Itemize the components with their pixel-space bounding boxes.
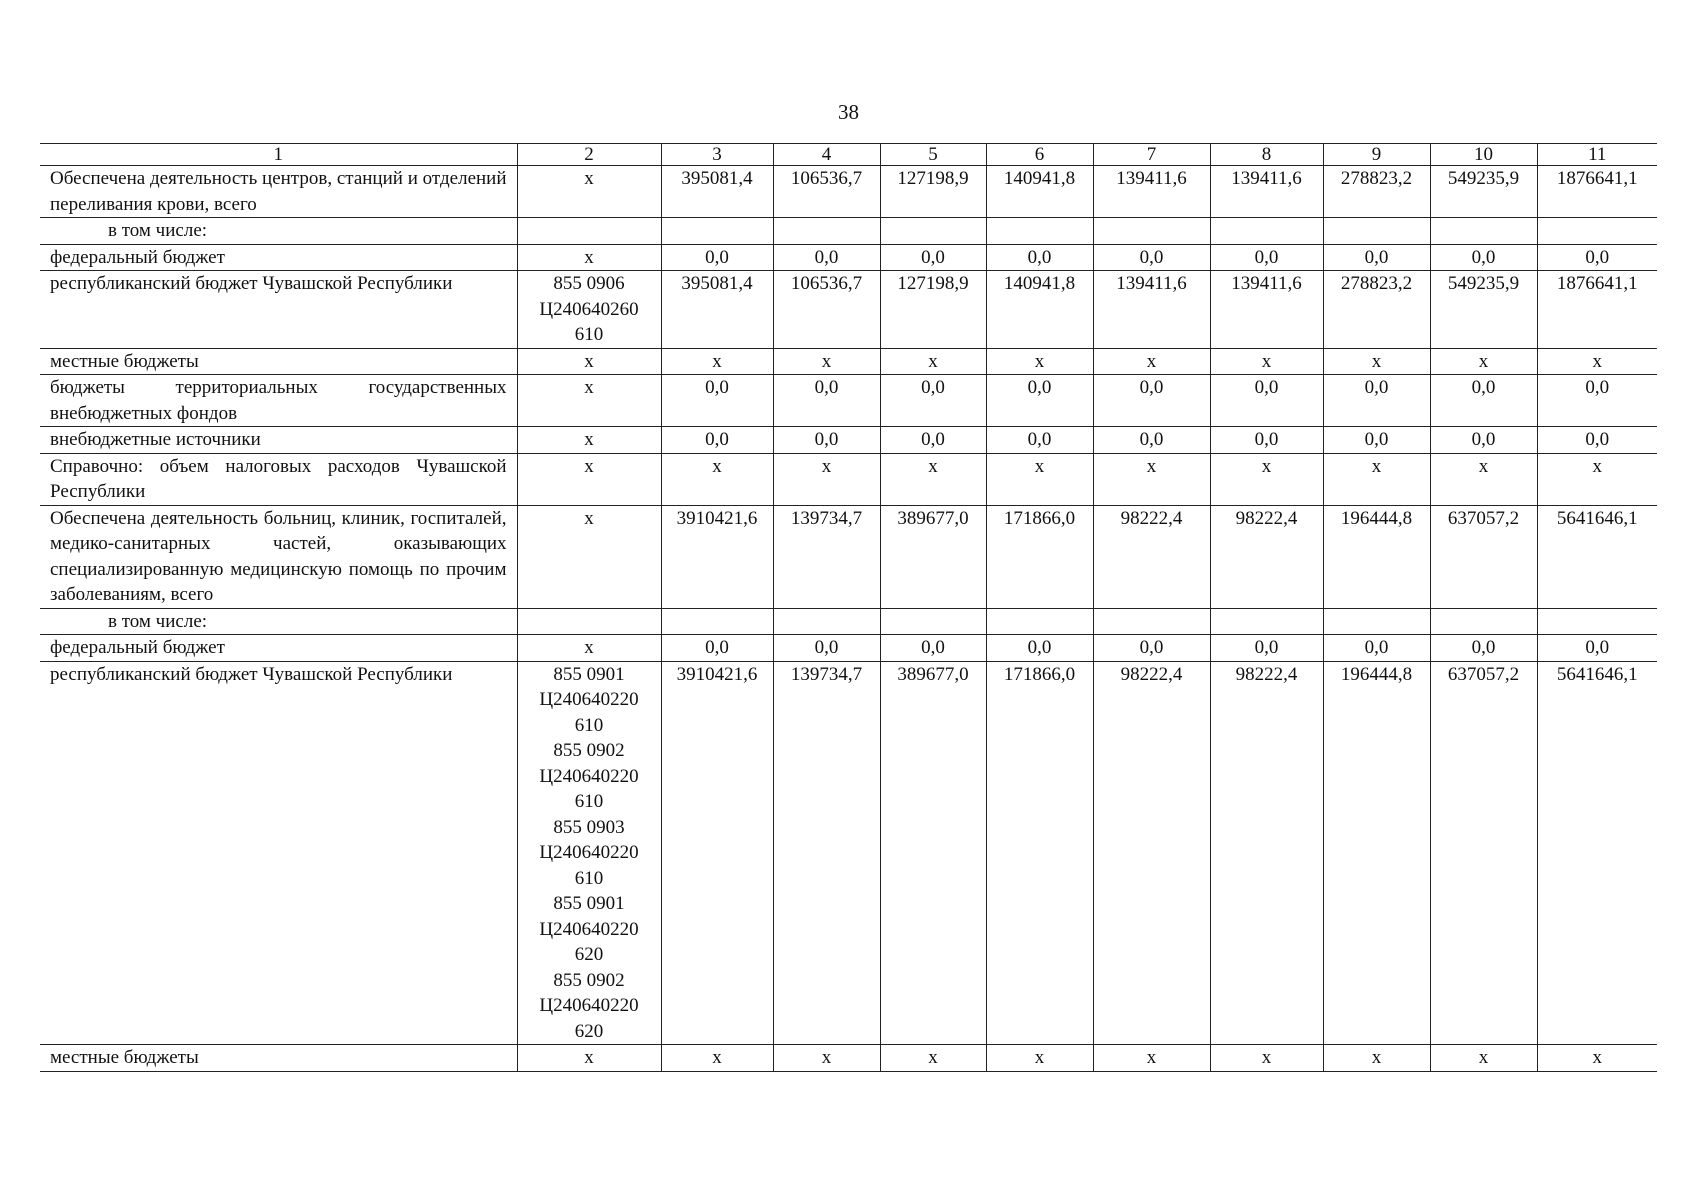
- year-value-cell: 0,0: [661, 635, 773, 662]
- budget-classification-code: [517, 505, 661, 608]
- year-value-cell: 1876641,1: [1537, 166, 1657, 218]
- row-label: федеральный бюджет: [40, 244, 517, 271]
- year-value-cell: x: [1537, 348, 1657, 375]
- budget-classification-code: [517, 218, 661, 245]
- year-value-cell: x: [986, 1045, 1093, 1072]
- year-value-cell: 139734,7: [773, 505, 880, 608]
- year-value-cell: 5641646,1: [1537, 505, 1657, 608]
- year-value-cell: 196444,8: [1323, 505, 1430, 608]
- year-value-cell: 0,0: [1430, 427, 1537, 454]
- year-value-cell: x: [1323, 1045, 1430, 1072]
- budget-classification-code: [517, 348, 661, 375]
- year-value-cell: 0,0: [773, 635, 880, 662]
- year-value-cell: 98222,4: [1210, 661, 1323, 1045]
- code-line: 610: [574, 867, 604, 889]
- year-value-cell: 171866,0: [986, 505, 1093, 608]
- table-row: [40, 271, 1657, 349]
- year-value-cell: 0,0: [1093, 244, 1210, 271]
- code-line: 855 0901: [553, 893, 625, 914]
- year-value-cell: [1323, 608, 1430, 635]
- row-label: местные бюджеты: [40, 1045, 517, 1072]
- year-value-cell: 0,0: [1537, 375, 1657, 427]
- table-row: [40, 348, 1657, 375]
- year-value-cell: [880, 608, 986, 635]
- year-value-cell: 637057,2: [1430, 661, 1537, 1045]
- row-label: республиканский бюджет Чувашской Республики: [40, 271, 517, 349]
- year-value-cell: x: [986, 453, 1093, 505]
- year-value-cell: x: [1537, 453, 1657, 505]
- year-value-cell: 0,0: [1093, 635, 1210, 662]
- column-number: 3: [661, 144, 773, 166]
- code-line: x: [584, 637, 594, 658]
- row-label: федеральный бюджет: [40, 635, 517, 662]
- row-label: местные бюджеты: [40, 348, 517, 375]
- year-value-cell: [1323, 218, 1430, 245]
- year-value-cell: 3910421,6: [661, 661, 773, 1045]
- budget-classification-code: [517, 166, 661, 218]
- page-number: 38: [838, 100, 859, 124]
- year-value-cell: 106536,7: [773, 166, 880, 218]
- column-number: 4: [773, 144, 880, 166]
- year-value-cell: 0,0: [1430, 244, 1537, 271]
- year-value-cell: [1430, 218, 1537, 245]
- column-number: 10: [1430, 144, 1537, 166]
- year-value-cell: 549235,9: [1430, 271, 1537, 349]
- table-row: [40, 375, 1657, 427]
- year-value-cell: x: [1210, 1045, 1323, 1072]
- code-line: 855 0903: [553, 816, 625, 838]
- year-value-cell: 106536,7: [773, 271, 880, 349]
- column-number: 2: [517, 144, 661, 166]
- year-value-cell: 0,0: [1210, 427, 1323, 454]
- year-value-cell: 0,0: [661, 427, 773, 454]
- year-value-cell: 0,0: [773, 244, 880, 271]
- year-value-cell: 1876641,1: [1537, 271, 1657, 349]
- year-value-cell: 0,0: [880, 375, 986, 427]
- year-value-cell: 0,0: [1210, 635, 1323, 662]
- year-value-cell: 389677,0: [880, 505, 986, 608]
- code-line: Ц240640220: [539, 689, 639, 710]
- year-value-cell: 0,0: [773, 427, 880, 454]
- year-value-cell: x: [661, 453, 773, 505]
- year-value-cell: x: [773, 1045, 880, 1072]
- year-value-cell: [1210, 608, 1323, 635]
- code-line: Ц240640220: [539, 995, 639, 1016]
- budget-classification-code: [517, 661, 661, 1045]
- row-label: республиканский бюджет Чувашской Республики: [40, 661, 517, 1045]
- column-number: 9: [1323, 144, 1430, 166]
- year-value-cell: 278823,2: [1323, 271, 1430, 349]
- year-value-cell: 139411,6: [1093, 166, 1210, 218]
- year-value-cell: [1093, 608, 1210, 635]
- code-line: x: [584, 1047, 594, 1068]
- year-value-cell: x: [880, 348, 986, 375]
- table-row: [40, 1045, 1657, 1072]
- column-number: 11: [1537, 144, 1657, 166]
- year-value-cell: 395081,4: [661, 271, 773, 349]
- year-value-cell: x: [773, 348, 880, 375]
- code-line: 855 0902: [553, 740, 625, 761]
- code-line: x: [584, 429, 594, 450]
- column-number: 5: [880, 144, 986, 166]
- year-value-cell: 0,0: [986, 635, 1093, 662]
- year-value-cell: x: [880, 1045, 986, 1072]
- year-value-cell: 139411,6: [1210, 271, 1323, 349]
- year-value-cell: x: [880, 453, 986, 505]
- year-value-cell: 0,0: [880, 244, 986, 271]
- year-value-cell: 98222,4: [1093, 661, 1210, 1045]
- year-value-cell: 0,0: [1323, 375, 1430, 427]
- row-label: в том числе:: [40, 218, 517, 245]
- year-value-cell: x: [773, 453, 880, 505]
- table-row: [40, 166, 1657, 218]
- year-value-cell: 0,0: [1210, 375, 1323, 427]
- year-value-cell: 171866,0: [986, 661, 1093, 1045]
- code-line: 855 0901: [553, 663, 625, 685]
- year-value-cell: 0,0: [986, 244, 1093, 271]
- code-line: Ц240640220: [539, 765, 639, 787]
- budget-classification-code: [517, 375, 661, 427]
- code-line: Ц240640220: [539, 918, 639, 940]
- code-line: Ц240640260: [539, 298, 639, 320]
- code-line: 610: [574, 714, 604, 736]
- year-value-cell: x: [1537, 1045, 1657, 1072]
- year-value-cell: 127198,9: [880, 166, 986, 218]
- year-value-cell: 139411,6: [1210, 166, 1323, 218]
- year-value-cell: [773, 218, 880, 245]
- budget-table: [40, 143, 1657, 1072]
- year-value-cell: x: [1430, 1045, 1537, 1072]
- year-value-cell: 0,0: [1430, 635, 1537, 662]
- year-value-cell: [1093, 218, 1210, 245]
- year-value-cell: 0,0: [880, 635, 986, 662]
- year-value-cell: x: [1323, 348, 1430, 375]
- row-label: внебюджетные источники: [40, 427, 517, 454]
- year-value-cell: 140941,8: [986, 271, 1093, 349]
- year-value-cell: x: [1210, 348, 1323, 375]
- code-line: x: [584, 246, 594, 268]
- year-value-cell: x: [1323, 453, 1430, 505]
- code-line: 620: [574, 944, 604, 965]
- table-body: [40, 166, 1657, 1072]
- year-value-cell: 139411,6: [1093, 271, 1210, 349]
- budget-classification-code: [517, 271, 661, 349]
- year-value-cell: x: [1210, 453, 1323, 505]
- year-value-cell: 0,0: [1210, 244, 1323, 271]
- year-value-cell: 0,0: [773, 375, 880, 427]
- code-line: x: [584, 455, 594, 477]
- year-value-cell: 98222,4: [1093, 505, 1210, 608]
- budget-classification-code: [517, 1045, 661, 1072]
- budget-classification-code: [517, 244, 661, 271]
- year-value-cell: x: [1430, 348, 1537, 375]
- code-line: x: [584, 168, 594, 189]
- year-value-cell: [1430, 608, 1537, 635]
- code-line: x: [584, 507, 594, 529]
- budget-classification-code: [517, 635, 661, 662]
- row-label: в том числе:: [40, 608, 517, 635]
- row-label: Обеспечена деятельность центров, станций и отделений переливания крови, всего: [40, 166, 517, 218]
- year-value-cell: x: [1093, 1045, 1210, 1072]
- year-value-cell: [661, 608, 773, 635]
- year-value-cell: 98222,4: [1210, 505, 1323, 608]
- year-value-cell: 140941,8: [986, 166, 1093, 218]
- year-value-cell: 3910421,6: [661, 505, 773, 608]
- table-row: [40, 505, 1657, 608]
- table-row: [40, 244, 1657, 271]
- year-value-cell: [1537, 608, 1657, 635]
- table-row: [40, 635, 1657, 662]
- year-value-cell: 0,0: [986, 427, 1093, 454]
- year-value-cell: 0,0: [880, 427, 986, 454]
- code-line: 610: [574, 324, 604, 345]
- year-value-cell: [661, 218, 773, 245]
- year-value-cell: [880, 218, 986, 245]
- code-line: 610: [574, 791, 604, 812]
- year-value-cell: 389677,0: [880, 661, 986, 1045]
- year-value-cell: x: [661, 1045, 773, 1072]
- year-value-cell: 127198,9: [880, 271, 986, 349]
- year-value-cell: x: [986, 348, 1093, 375]
- year-value-cell: 278823,2: [1323, 166, 1430, 218]
- code-line: x: [584, 350, 594, 372]
- year-value-cell: 5641646,1: [1537, 661, 1657, 1045]
- code-line: Ц240640220: [539, 842, 639, 863]
- code-line: 855 0906: [553, 273, 625, 294]
- year-value-cell: 395081,4: [661, 166, 773, 218]
- year-value-cell: [1210, 218, 1323, 245]
- table-row: [40, 661, 1657, 1045]
- year-value-cell: 0,0: [1430, 375, 1537, 427]
- year-value-cell: 0,0: [1537, 427, 1657, 454]
- column-number: 1: [40, 144, 517, 166]
- year-value-cell: 0,0: [1323, 635, 1430, 662]
- table-row: [40, 218, 1657, 245]
- year-value-cell: x: [1430, 453, 1537, 505]
- code-line: 620: [574, 1020, 604, 1042]
- year-value-cell: 139734,7: [773, 661, 880, 1045]
- year-value-cell: 0,0: [661, 375, 773, 427]
- code-line: x: [584, 377, 594, 398]
- budget-classification-code: [517, 453, 661, 505]
- year-value-cell: [773, 608, 880, 635]
- code-line: 855 0902: [553, 969, 625, 991]
- year-value-cell: [1537, 218, 1657, 245]
- year-value-cell: 0,0: [1093, 427, 1210, 454]
- year-value-cell: [986, 218, 1093, 245]
- column-number-row: [40, 144, 1657, 166]
- year-value-cell: x: [1093, 348, 1210, 375]
- table-row: [40, 427, 1657, 454]
- table-row: [40, 608, 1657, 635]
- year-value-cell: 549235,9: [1430, 166, 1537, 218]
- budget-classification-code: [517, 608, 661, 635]
- year-value-cell: x: [661, 348, 773, 375]
- year-value-cell: 0,0: [1537, 244, 1657, 271]
- budget-classification-code: [517, 427, 661, 454]
- year-value-cell: 637057,2: [1430, 505, 1537, 608]
- year-value-cell: 0,0: [1323, 244, 1430, 271]
- row-label: Обеспечена деятельность больниц, клиник, госпиталей, медико-санитарных частей, оказывающих специализированную медицинскую помощь по прочим заболеваниям, всего: [40, 505, 517, 608]
- year-value-cell: x: [1093, 453, 1210, 505]
- year-value-cell: [986, 608, 1093, 635]
- year-value-cell: 196444,8: [1323, 661, 1430, 1045]
- table-row: [40, 453, 1657, 505]
- year-value-cell: 0,0: [661, 244, 773, 271]
- row-label: Справочно: объем налоговых расходов Чувашской Республики: [40, 453, 517, 505]
- column-number: 6: [986, 144, 1093, 166]
- year-value-cell: 0,0: [1093, 375, 1210, 427]
- row-label: бюджеты территориальных государственных внебюджетных фондов: [40, 375, 517, 427]
- year-value-cell: 0,0: [986, 375, 1093, 427]
- column-number: 8: [1210, 144, 1323, 166]
- column-number: 7: [1093, 144, 1210, 166]
- year-value-cell: 0,0: [1537, 635, 1657, 662]
- year-value-cell: 0,0: [1323, 427, 1430, 454]
